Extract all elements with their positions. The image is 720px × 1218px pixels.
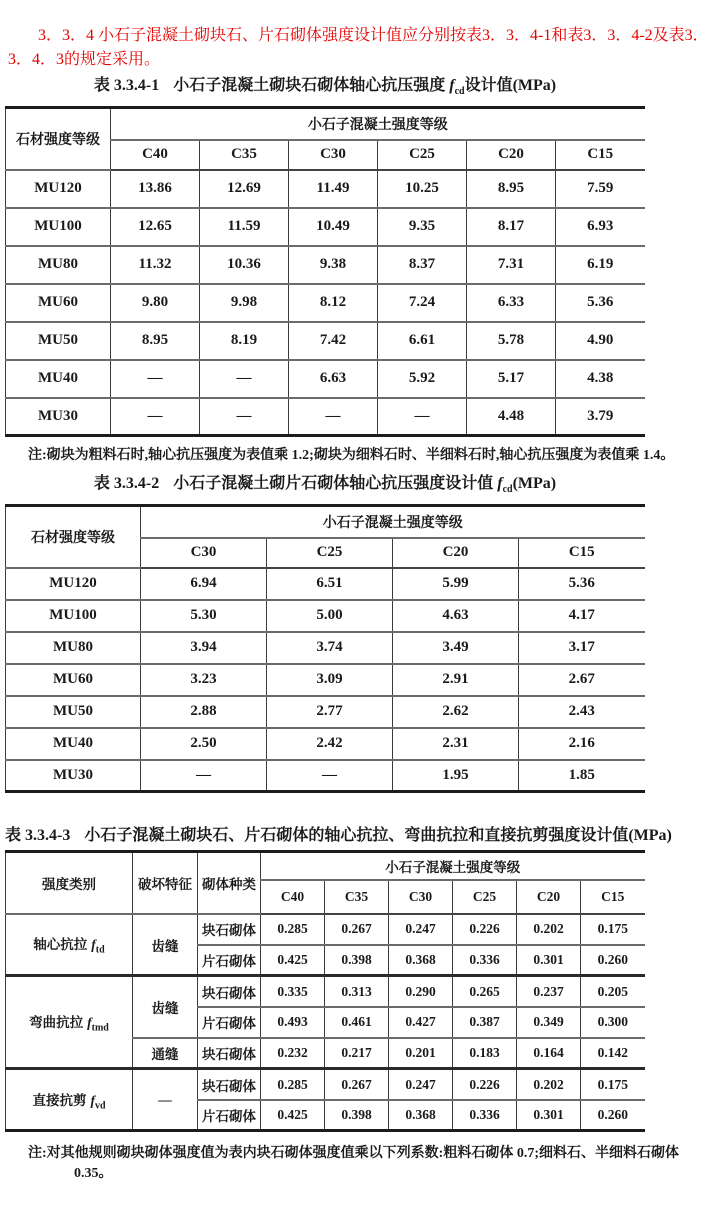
strength-class-cell [6, 1069, 133, 1131]
table3-header-row-1 [6, 852, 645, 880]
table3-title [5, 826, 672, 846]
value-cell: 12.69 [200, 170, 289, 208]
value-cell: — [289, 398, 378, 436]
table3-note-line1: 注:对其他规则砌块砌体强度值为表内块石砌体强度值乘以下列系数:粗料石砌体 0.7;细料石、半细料石砌体 [28, 1146, 679, 1162]
value-cell: 0.175 [581, 1069, 645, 1100]
grade-header-cell: C35 [325, 880, 389, 914]
table2-title [5, 474, 645, 500]
table1-stub-header: 石材强度等级 [6, 108, 111, 170]
value-cell: 0.336 [453, 1100, 517, 1131]
grade-header-cell: C15 [519, 538, 645, 568]
value-cell: 6.19 [556, 246, 645, 284]
value-cell: 12.65 [111, 208, 200, 246]
strength-class-label: 直接抗剪 [32, 1092, 87, 1108]
value-cell: 0.285 [261, 914, 325, 945]
value-cell: 0.398 [325, 1100, 389, 1131]
value-cell: 1.85 [519, 760, 645, 792]
value-cell: 4.17 [519, 600, 645, 632]
table-row [6, 360, 645, 398]
table3-strength-class-header: 强度类别 [6, 852, 133, 914]
table-row [6, 322, 645, 360]
value-cell: 2.88 [141, 696, 267, 728]
value-cell: 4.63 [393, 600, 519, 632]
value-cell: 5.30 [141, 600, 267, 632]
value-cell: 8.95 [111, 322, 200, 360]
grade-header-cell: C15 [581, 880, 645, 914]
table-row [6, 976, 645, 1007]
f-symbol: f [91, 937, 96, 953]
f-subscript: cd [454, 86, 465, 98]
value-cell: 2.62 [393, 696, 519, 728]
value-cell: 6.63 [289, 360, 378, 398]
grade-header-cell: C20 [517, 880, 581, 914]
failure-mode-cell: 齿缝 [133, 914, 198, 976]
value-cell: 11.59 [200, 208, 289, 246]
table-row [6, 760, 645, 792]
value-cell: 0.201 [389, 1038, 453, 1069]
table3-note-line2: 0.35。 [74, 1166, 113, 1182]
value-cell: 2.16 [519, 728, 645, 760]
strength-class-cell [6, 976, 133, 1069]
value-cell: 7.31 [467, 246, 556, 284]
strength-class-cell [6, 914, 133, 976]
value-cell: 7.59 [556, 170, 645, 208]
value-cell: 0.247 [389, 914, 453, 945]
f-symbol: f [90, 1092, 95, 1108]
table-row [6, 664, 645, 696]
value-cell: 2.43 [519, 696, 645, 728]
value-cell: 0.232 [261, 1038, 325, 1069]
table-row [6, 568, 645, 600]
value-cell: 0.285 [261, 1069, 325, 1100]
value-cell: 0.301 [517, 1100, 581, 1131]
value-cell: 0.336 [453, 945, 517, 976]
strength-class-label: 弯曲抗拉 [29, 1015, 84, 1031]
value-cell: 0.387 [453, 1007, 517, 1038]
value-cell: — [267, 760, 393, 792]
value-cell: 0.301 [517, 945, 581, 976]
failure-mode-cell: 齿缝 [133, 976, 198, 1038]
grade-header-cell: C40 [111, 140, 200, 170]
failure-mode-cell: — [133, 1069, 198, 1131]
row-label-cell: MU120 [6, 170, 111, 208]
value-cell: 0.217 [325, 1038, 389, 1069]
grade-header-cell: C30 [289, 140, 378, 170]
value-cell: 3.23 [141, 664, 267, 696]
row-label-cell: MU40 [6, 728, 141, 760]
value-cell: 3.49 [393, 632, 519, 664]
masonry-type-cell: 片石砌体 [198, 945, 261, 976]
table3-title-text: 小石子混凝土砌块石、片石砌体的轴心抗拉、弯曲抗拉和直接抗剪强度设计值(MPa) [84, 827, 672, 845]
value-cell: 3.94 [141, 632, 267, 664]
value-cell: 2.67 [519, 664, 645, 696]
value-cell: 0.290 [389, 976, 453, 1007]
row-label-cell: MU100 [6, 600, 141, 632]
value-cell: 0.226 [453, 914, 517, 945]
f-subscript: vd [94, 1100, 106, 1112]
table1 [5, 106, 645, 437]
value-cell: 2.42 [267, 728, 393, 760]
f-symbol: f [497, 475, 503, 493]
grade-header-cell: C40 [261, 880, 325, 914]
table3 [5, 850, 645, 1132]
value-cell: 5.99 [393, 568, 519, 600]
value-cell: 0.335 [261, 976, 325, 1007]
table-row [6, 208, 645, 246]
table-row [6, 728, 645, 760]
table1-title [5, 76, 645, 102]
value-cell: 6.93 [556, 208, 645, 246]
table-row [6, 284, 645, 322]
value-cell: 5.92 [378, 360, 467, 398]
value-cell: 9.35 [378, 208, 467, 246]
value-cell: 0.265 [453, 976, 517, 1007]
value-cell: — [141, 760, 267, 792]
table2 [5, 504, 645, 793]
table2-title-text: 小石子混凝土砌片石砌体轴心抗压强度设计值 [173, 475, 494, 493]
row-label-cell: MU40 [6, 360, 111, 398]
value-cell: 10.36 [200, 246, 289, 284]
f-symbol: f [449, 77, 455, 94]
table3-group-header: 小石子混凝土强度等级 [261, 852, 645, 880]
masonry-type-cell: 块石砌体 [198, 1069, 261, 1100]
value-cell: 0.425 [261, 945, 325, 976]
value-cell: 13.86 [111, 170, 200, 208]
grade-header-cell: C35 [200, 140, 289, 170]
value-cell: 7.42 [289, 322, 378, 360]
value-cell: 9.38 [289, 246, 378, 284]
value-cell: 8.95 [467, 170, 556, 208]
row-label-cell: MU30 [6, 398, 111, 436]
masonry-type-cell: 块石砌体 [198, 1038, 261, 1069]
masonry-type-cell: 片石砌体 [198, 1007, 261, 1038]
table-row [6, 696, 645, 728]
value-cell: 8.17 [467, 208, 556, 246]
row-label-cell: MU30 [6, 760, 141, 792]
f-symbol: f [87, 1015, 92, 1031]
value-cell: 0.202 [517, 1069, 581, 1100]
value-cell: 3.17 [519, 632, 645, 664]
table3-masonry-type-header: 砌体种类 [198, 852, 261, 914]
value-cell: 0.164 [517, 1038, 581, 1069]
table-row [6, 246, 645, 284]
grade-header-cell: C20 [467, 140, 556, 170]
value-cell: 0.427 [389, 1007, 453, 1038]
value-cell: 6.61 [378, 322, 467, 360]
value-cell: — [111, 398, 200, 436]
value-cell: 11.49 [289, 170, 378, 208]
value-cell: 3.79 [556, 398, 645, 436]
value-cell: 0.267 [325, 914, 389, 945]
table1-title-number: 表 3.3.4-1 [93, 77, 160, 94]
row-label-cell: MU80 [6, 632, 141, 664]
value-cell: 0.202 [517, 914, 581, 945]
value-cell: 0.300 [581, 1007, 645, 1038]
value-cell: 0.237 [517, 976, 581, 1007]
row-label-cell: MU50 [6, 322, 111, 360]
masonry-type-cell: 片石砌体 [198, 1100, 261, 1131]
grade-header-cell: C30 [389, 880, 453, 914]
table1-header-row-1 [6, 108, 645, 140]
value-cell: 5.17 [467, 360, 556, 398]
table1-group-header: 小石子混凝土强度等级 [111, 108, 645, 140]
value-cell: 0.425 [261, 1100, 325, 1131]
grade-header-cell: C15 [556, 140, 645, 170]
value-cell: 8.12 [289, 284, 378, 322]
table-row [6, 398, 645, 436]
value-cell: 6.94 [141, 568, 267, 600]
value-cell: 1.95 [393, 760, 519, 792]
value-cell: 10.49 [289, 208, 378, 246]
value-cell: 0.247 [389, 1069, 453, 1100]
failure-mode-cell: 通缝 [133, 1038, 198, 1069]
value-cell: 0.260 [581, 1100, 645, 1131]
value-cell: 4.38 [556, 360, 645, 398]
value-cell: 3.74 [267, 632, 393, 664]
table-row [6, 600, 645, 632]
table3-title-number: 表 3.3.4-3 [5, 827, 71, 845]
value-cell: 4.48 [467, 398, 556, 436]
strength-class-label: 轴心抗拉 [33, 937, 88, 953]
value-cell: 0.267 [325, 1069, 389, 1100]
table2-header-row-1 [6, 506, 645, 538]
row-label-cell: MU100 [6, 208, 111, 246]
value-cell: 2.77 [267, 696, 393, 728]
table2-group-header: 小石子混凝土强度等级 [141, 506, 645, 538]
value-cell: 3.09 [267, 664, 393, 696]
value-cell: 6.51 [267, 568, 393, 600]
value-cell: 4.90 [556, 322, 645, 360]
row-label-cell: MU50 [6, 696, 141, 728]
grade-header-cell: C30 [141, 538, 267, 568]
masonry-type-cell: 块石砌体 [198, 914, 261, 945]
value-cell: 5.78 [467, 322, 556, 360]
masonry-type-cell: 块石砌体 [198, 976, 261, 1007]
value-cell: 0.313 [325, 976, 389, 1007]
value-cell: 7.24 [378, 284, 467, 322]
value-cell: 9.98 [200, 284, 289, 322]
value-cell: 0.349 [517, 1007, 581, 1038]
value-cell: 5.36 [556, 284, 645, 322]
value-cell: 0.368 [389, 945, 453, 976]
table-row [6, 914, 645, 945]
value-cell: 0.175 [581, 914, 645, 945]
table2-stub-header: 石材强度等级 [6, 506, 141, 568]
value-cell: 5.36 [519, 568, 645, 600]
value-cell: 5.00 [267, 600, 393, 632]
grade-header-cell: C20 [393, 538, 519, 568]
value-cell: — [111, 360, 200, 398]
f-subscript: tmd [91, 1022, 109, 1034]
table3-failure-mode-header: 破坏特征 [133, 852, 198, 914]
row-label-cell: MU60 [6, 664, 141, 696]
value-cell: — [200, 360, 289, 398]
value-cell: 0.260 [581, 945, 645, 976]
table-row [6, 170, 645, 208]
value-cell: 2.91 [393, 664, 519, 696]
table1-note: 注:砌块为粗料石时,轴心抗压强度为表值乘 1.2;砌块为细料石时、半细料石时,轴心抗压强度为表值乘 1.4。 [28, 448, 675, 464]
value-cell: — [378, 398, 467, 436]
table-row [6, 1069, 645, 1100]
value-cell: 10.25 [378, 170, 467, 208]
value-cell: 0.368 [389, 1100, 453, 1131]
value-cell: 0.461 [325, 1007, 389, 1038]
table1-title-text: 小石子混凝土砌块石砌体轴心抗压强度 [173, 77, 446, 94]
value-cell: 8.37 [378, 246, 467, 284]
grade-header-cell: C25 [453, 880, 517, 914]
value-cell: 9.80 [111, 284, 200, 322]
table1-title-suffix: 设计值(MPa) [464, 77, 557, 94]
row-label-cell: MU80 [6, 246, 111, 284]
grade-header-cell: C25 [267, 538, 393, 568]
f-subscript: cd [502, 484, 513, 496]
value-cell: 6.33 [467, 284, 556, 322]
table2-title-suffix: (MPa) [512, 475, 557, 493]
table3-note [28, 1144, 712, 1184]
table-row [6, 632, 645, 664]
row-label-cell: MU120 [6, 568, 141, 600]
value-cell: 0.493 [261, 1007, 325, 1038]
value-cell: 8.19 [200, 322, 289, 360]
value-cell: — [200, 398, 289, 436]
value-cell: 0.205 [581, 976, 645, 1007]
value-cell: 0.142 [581, 1038, 645, 1069]
table2-title-number: 表 3.3.4-2 [93, 475, 160, 493]
value-cell: 0.398 [325, 945, 389, 976]
value-cell: 0.183 [453, 1038, 517, 1069]
row-label-cell: MU60 [6, 284, 111, 322]
value-cell: 0.226 [453, 1069, 517, 1100]
value-cell: 2.31 [393, 728, 519, 760]
value-cell: 2.50 [141, 728, 267, 760]
grade-header-cell: C25 [378, 140, 467, 170]
value-cell: 11.32 [111, 246, 200, 284]
f-subscript: td [95, 944, 105, 956]
intro-paragraph: 3．3．4 小石子混凝土砌块石、片石砌体强度设计值应分别按表3．3．4-1和表3．3．4-2及表3．3．4．3的规定采用。 [8, 27, 709, 68]
